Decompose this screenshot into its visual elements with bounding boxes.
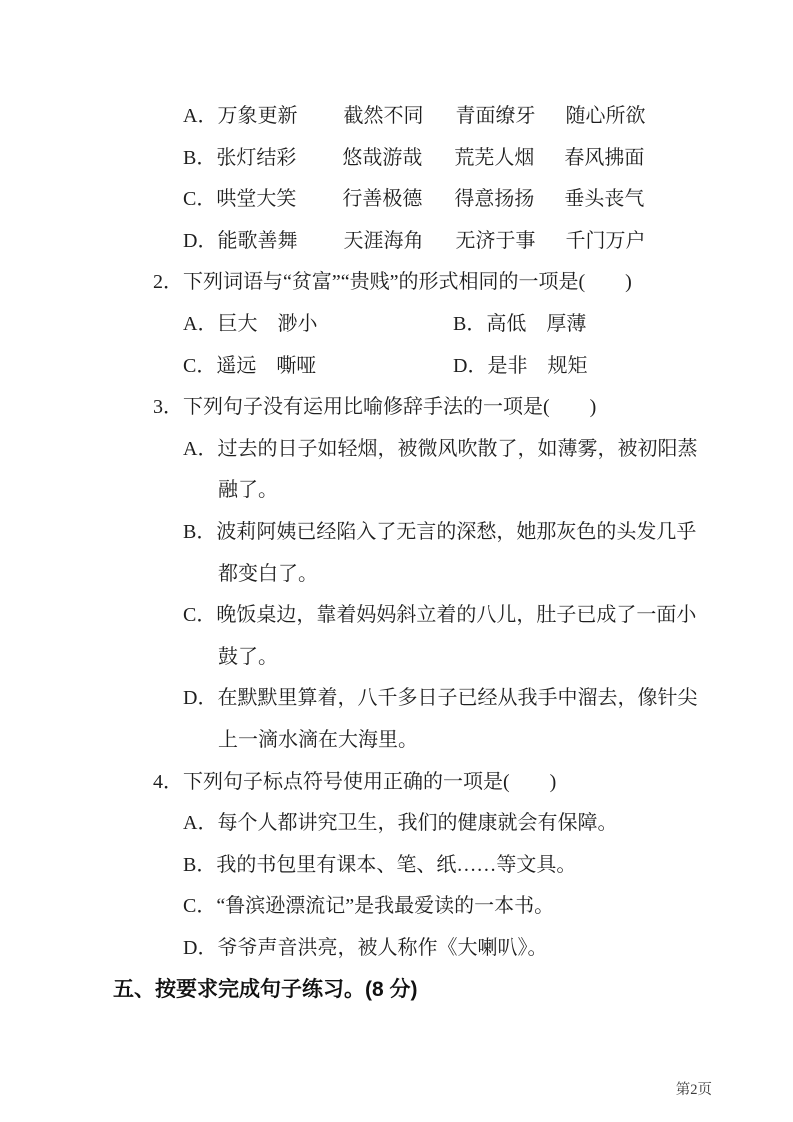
q1-option-row-b [0,138,793,180]
option-letter: A． [183,812,218,835]
option-text: 鼓了。 [218,645,278,668]
idiom: 千门万户 [565,229,646,252]
idiom: 随心所欲 [565,105,646,127]
idiom: 悠哉游哉 [342,146,423,169]
idiom: 垂头丧气 [564,188,645,211]
idiom: 能歌善舞 [217,229,298,252]
question-4 [0,762,793,804]
question-text: 下列词语与“贫富”“贵贱”的形式相同的一项是( ) [183,271,632,294]
q1-option-row-c [0,179,793,221]
idiom: 行善极德 [342,188,423,211]
section-5-heading: 五、按要求完成句子练习。(8 分) [113,978,418,1002]
q2-option-a [183,304,453,346]
option-text: 都变白了。 [218,562,318,585]
q3-option-b [0,512,793,554]
option-text: 晚饭桌边，靠着妈妈斜立着的八儿，肚子已成了一面小 [216,604,697,627]
option-text: 我的书包里有课本、笔、纸……等文具。 [216,853,577,876]
q3-option-c-cont [0,637,793,679]
option-letter: D． [183,687,218,710]
idiom: 春风拂面 [564,146,645,169]
idiom: 万象更新 [217,105,298,127]
idiom: 截然不同 [343,105,424,127]
q2-option-row-cd [0,346,793,388]
question-text: 下列句子没有运用比喻修辞手法的一项是( ) [183,396,597,419]
option-text: “鲁滨逊漂流记”是我最爱读的一本书。 [216,895,555,918]
exam-content [0,96,793,1011]
question-number: 4． [153,770,183,793]
option-letter: D． [183,229,218,252]
q3-option-b-cont [0,554,793,596]
q2-option-row-ab [0,304,793,346]
idiom: 青面缭牙 [455,105,536,127]
option-letter: D． [453,354,488,377]
idiom: 荒芜人烟 [454,146,535,169]
idiom: 无济于事 [455,229,536,252]
q3-option-d [0,678,793,720]
option-letter: D． [183,936,218,959]
option-letter: A． [183,437,218,460]
option-letter: C． [183,188,217,211]
option-letter: A． [183,312,218,335]
question-number: 3． [153,396,183,419]
option-text: 在默默里算着，八千多日子已经从我手中溜去，像针尖 [217,687,698,710]
q4-option-a [0,803,793,845]
option-text: 遥远 嘶哑 [216,354,317,377]
option-text: 每个人都讲究卫生，我们的健康就会有保障。 [217,812,618,835]
option-letter: B． [183,853,217,876]
q1-option-row-d [0,221,793,263]
q1-option-row-a [0,96,793,138]
option-letter: B． [183,520,217,543]
option-text: 是非 规矩 [487,354,588,377]
option-text: 上一滴水滴在大海里。 [218,728,418,751]
option-text: 爷爷声音洪亮，被人称作《大喇叭》。 [217,936,548,959]
question-number: 2． [153,271,183,294]
q2-option-c [183,346,453,388]
page-number: 第2页 [675,1082,712,1098]
q4-option-d [0,928,793,970]
q4-option-c [0,886,793,928]
question-2 [0,262,793,304]
idiom: 哄堂大笑 [216,188,297,211]
idiom: 张灯结彩 [216,146,297,169]
option-letter: C． [183,604,217,627]
q3-option-c [0,595,793,637]
question-3 [0,387,793,429]
q3-option-d-cont [0,720,793,762]
q4-option-b [0,845,793,887]
q3-option-a-cont [0,470,793,512]
option-letter: A． [183,105,218,127]
question-text: 下列句子标点符号使用正确的一项是( ) [183,770,557,793]
option-text: 融了。 [218,479,278,502]
option-text: 波莉阿姨已经陷入了无言的深愁，她那灰色的头发几乎 [216,520,697,543]
option-letter: B． [183,146,217,169]
option-text: 过去的日子如轻烟，被微风吹散了，如薄雾，被初阳蒸 [217,437,698,460]
idiom: 天涯海角 [343,229,424,252]
q3-option-a [0,429,793,471]
option-letter: C． [183,354,217,377]
option-letter: C． [183,895,217,918]
option-text: 高低 厚薄 [486,312,587,335]
option-letter: B． [453,312,487,335]
option-text: 巨大 渺小 [217,312,318,335]
idiom: 得意扬扬 [454,188,535,211]
